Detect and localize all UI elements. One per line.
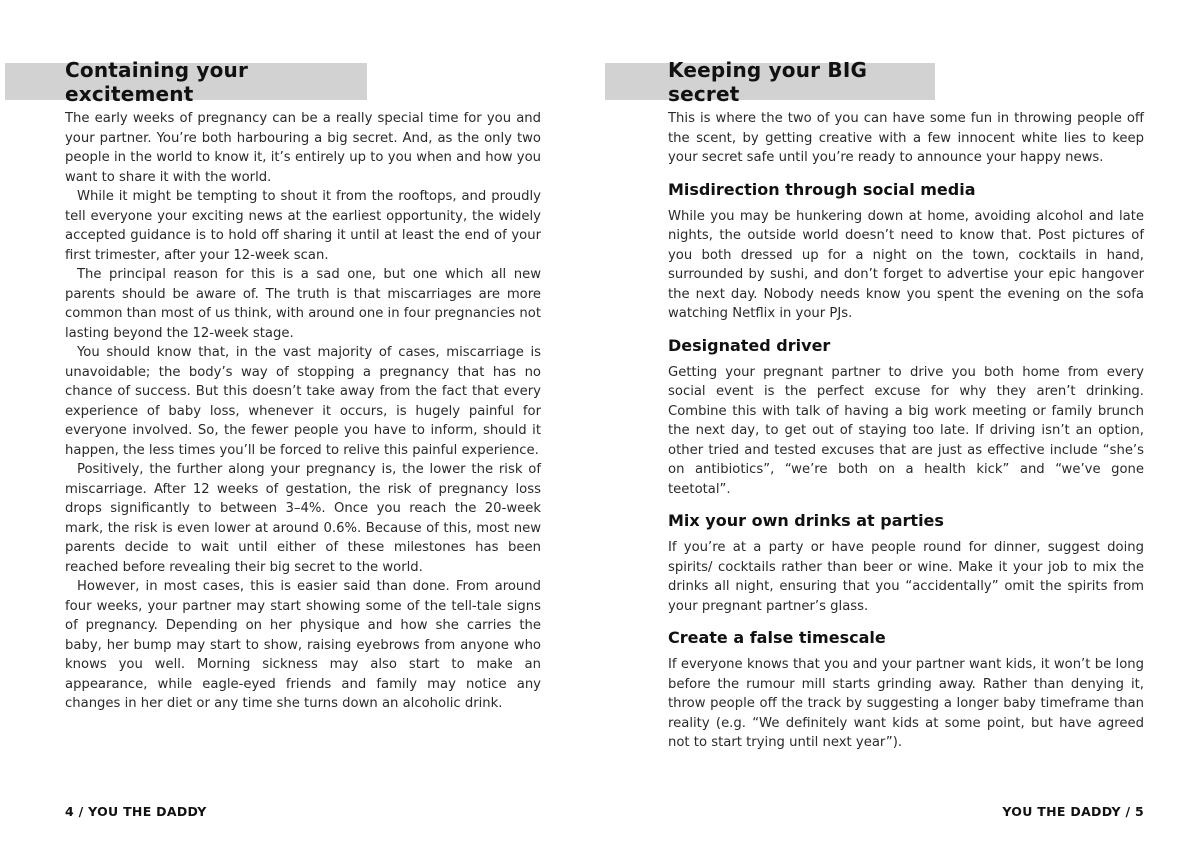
left-page-heading: Containing your excitement xyxy=(65,57,249,106)
left-paragraph: You should know that, in the vast majority of cases, miscarriage is unavoidable; the body’s way of stopping a pregnancy that has no chance of success. But this doesn’t take away from the fact that every experience of baby loss, whenever it occurs, is hugely painful for everyone involved. So, the fewer people you have to inform, should it happen, the less times you’ll be forced to relive this painful experience. xyxy=(65,345,541,458)
section-text: If everyone knows that you and your partner want kids, it won’t be long before the rumour mill starts grinding away. Rather than denying it, throw people off the track by suggesting a longer baby timeframe than reality (e.g. “We definitely want kids at some point, but have agreed not to start trying until next year”). xyxy=(668,657,1144,750)
right-page-heading: Keeping your BIG secret xyxy=(668,57,868,106)
right-page xyxy=(600,0,1200,856)
left-paragraph: Positively, the further along your pregnancy is, the lower the risk of miscarriage. After 12 weeks of gestation, the risk of pregnancy loss drops significantly to between 3–4%. Once you reach the 20-week mark, the risk is even lower at around 0.6%. Because of this, most new parents decide to wait until either of these milestones has been reached before revealing their big secret to the world. xyxy=(65,462,541,575)
left-heading-bar xyxy=(5,57,367,106)
left-body-text xyxy=(65,109,541,714)
section-text: Getting your pregnant partner to drive you both home from every social event is the perfect excuse for why they aren’t drinking. Combine this with talk of having a big work meeting or family brunch the next day, to get out of staying too late. If driving isn’t an option, other tried and tested excuses that are just as effective include “she’s on antibiotics”, “we’re both on a health kick” and “we’ve gone teetotal”. xyxy=(668,364,1144,497)
section-text: While you may be hunkering down at home, avoiding alcohol and late nights, the outside world doesn’t need to know that. Post pictures of you both dressed up for a night on the town, cocktails in hand, surrounded by sushi, and don’t forget to advertise your epic hangover the next day. Nobody needs know you spent the evening on the sofa watching Netflix in your PJs. xyxy=(668,208,1144,321)
section-heading: Create a false timescale xyxy=(668,628,886,647)
right-intro: This is where the two of you can have some fun in throwing people off the scent, by getting creative with a few innocent white lies to keep your secret safe until you’re ready to announce your happy news. xyxy=(668,111,1144,165)
left-paragraph: The principal reason for this is a sad one, but one which all new parents should be aware of. The truth is that miscarriages are more common than most of us think, with around one in four pregnancies not lasting beyond the 12-week stage. xyxy=(65,267,541,341)
left-paragraph: The early weeks of pregnancy can be a really special time for you and your partner. You’re both harbouring a big secret. And, as the only two people in the world to know it, it’s entirely up to you when and how you want to share it with the world. xyxy=(65,111,541,185)
left-paragraph: While it might be tempting to shout it from the rooftops, and proudly tell everyone your exciting news at the earliest opportunity, the widely accepted guidance is to hold off sharing it until at least the end of your first trimester, after your 12-week scan. xyxy=(65,189,541,263)
section-heading: Designated driver xyxy=(668,335,831,355)
right-heading-bar xyxy=(605,57,935,106)
section-heading: Mix your own drinks at parties xyxy=(668,511,944,530)
right-body-text xyxy=(668,109,1144,753)
left-paragraph: However, in most cases, this is easier said than done. From around four weeks, your partner may start showing some of the tell-tale signs of pregnancy. Depending on her physique and how she carries the baby, her bump may start to show, raising eyebrows from anyone who knows you well. Morning sickness may also start to make an appearance, while eagle-eyed friends and family may notice any changes in her diet or any time she turns down an alcoholic drink. xyxy=(65,579,541,711)
left-page-footer: 4 / YOU THE DADDY xyxy=(65,804,207,819)
section-heading: Misdirection through social media xyxy=(668,179,976,199)
right-page-footer: YOU THE DADDY / 5 xyxy=(1002,804,1144,819)
section-text: If you’re at a party or have people round for dinner, suggest doing spirits/ cocktails rather than beer or wine. Make it your job to mix the drinks all night, ensuring that you “accidentally” omit the spirits from your pregnant partner’s glass. xyxy=(668,540,1144,614)
